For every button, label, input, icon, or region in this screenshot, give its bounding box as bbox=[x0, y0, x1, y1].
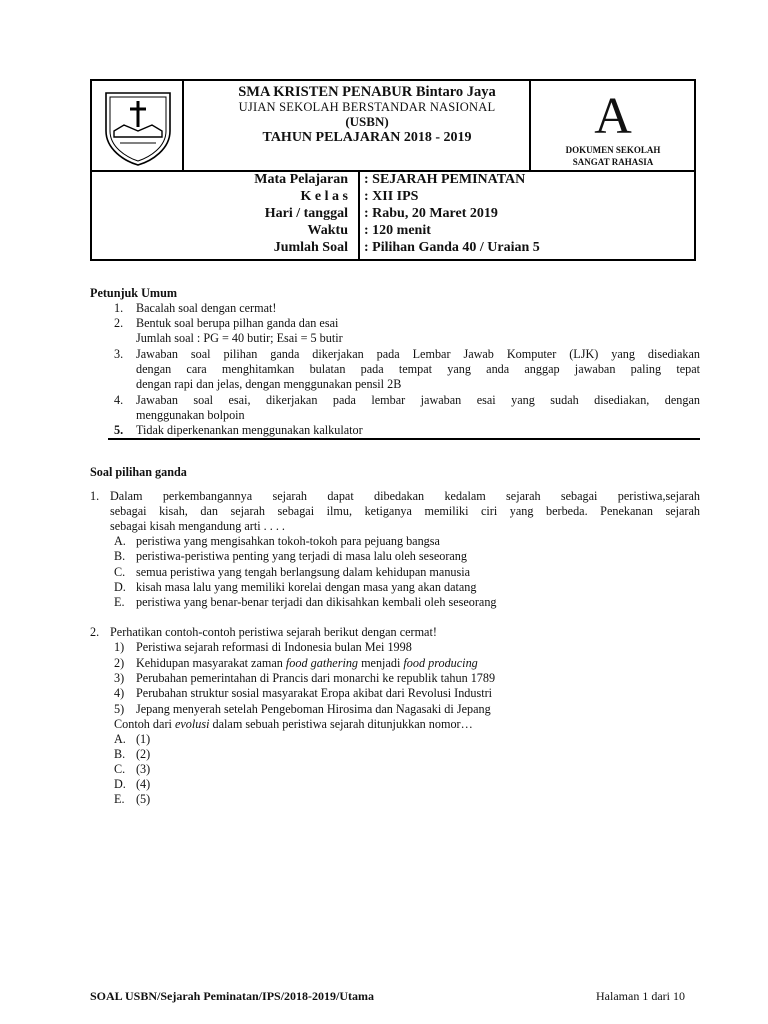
instruction-text: menggunakan bolpoin bbox=[136, 408, 245, 422]
page-number: Halaman 1 dari 10 bbox=[596, 989, 685, 1003]
option-text: kisah masa lalu yang memiliki korelai dengan masa yang akan datang bbox=[136, 580, 477, 594]
event-number: 2) bbox=[114, 656, 125, 670]
option-text: (3) bbox=[136, 762, 151, 776]
option-text: semua peristiwa yang tengah berlangsung dalam kehidupan manusia bbox=[136, 565, 471, 579]
instructions-title: Petunjuk Umum bbox=[90, 286, 178, 300]
prompt-term: evolusi bbox=[174, 717, 210, 731]
event-text: Jepang menyerah setelah Pengeboman Hirosima dan Nagasaki di Jepang bbox=[136, 702, 491, 716]
document-label: DOKUMEN SEKOLAH bbox=[565, 145, 661, 155]
class-value: : XII IPS bbox=[364, 189, 419, 204]
instruction-number: 1. bbox=[114, 301, 124, 315]
option-text: (1) bbox=[136, 732, 151, 746]
option-text: peristiwa-peristiwa penting yang terjadi di masa lalu oleh seseorang bbox=[136, 549, 467, 563]
event-number: 1) bbox=[114, 640, 125, 654]
event-text: Perubahan pemerintahan di Prancis dari monarchi ke republik tahun 1789 bbox=[136, 671, 496, 685]
footer-doc-id: SOAL USBN/Sejarah Peminatan/IPS/2018-2019/Utama bbox=[90, 989, 375, 1003]
logo-divider bbox=[182, 81, 184, 170]
option-key: E. bbox=[114, 595, 125, 609]
option-key: C. bbox=[114, 762, 126, 776]
event-term: food gathering bbox=[285, 656, 359, 670]
event-term: food producing bbox=[403, 656, 478, 670]
exam-abbreviation: (USBN) bbox=[345, 114, 389, 129]
event-text: Perubahan struktur sosial masyarakat Eropa akibat dari Revolusi Industri bbox=[136, 686, 493, 700]
exam-version: A bbox=[594, 88, 632, 145]
prompt-part: dalam sebuah peristiwa sejarah ditunjukkan nomor… bbox=[209, 717, 473, 731]
instruction-number: 2. bbox=[114, 316, 124, 330]
question-number: 1. bbox=[90, 489, 100, 503]
instruction-text: Tidak diperkenankan menggunakan kalkulator bbox=[136, 423, 363, 437]
instruction-text: dengan rapi dan jelas, dengan menggunakan pensil 2B bbox=[136, 377, 402, 391]
option-text: peristiwa yang benar-benar terjadi dan dikisahkan kembali oleh seseorang bbox=[136, 595, 497, 609]
option-text: (5) bbox=[136, 792, 151, 806]
event-number: 4) bbox=[114, 686, 125, 700]
time-label: Waktu bbox=[307, 223, 348, 238]
prompt-part: Contoh dari bbox=[114, 717, 175, 731]
subject-label: Mata Pelajaran bbox=[254, 172, 348, 187]
question-text: sebagai kisah, dan sejarah sebagai ilmu, ketiganya memiliki ciri yang berbeda. Penekanan sejarah bbox=[110, 504, 700, 518]
question-count-label: Jumlah Soal bbox=[273, 240, 348, 255]
section-title: Soal pilihan ganda bbox=[90, 465, 187, 479]
instructions-divider bbox=[108, 438, 700, 440]
option-key: A. bbox=[114, 732, 126, 746]
date-label: Hari / tanggal bbox=[264, 206, 348, 221]
option-key: D. bbox=[114, 580, 126, 594]
option-key: C. bbox=[114, 565, 126, 579]
option-key: B. bbox=[114, 549, 126, 563]
instruction-number: 3. bbox=[114, 347, 124, 361]
question-text: sebagai kisah mengandung arti . . . . bbox=[110, 519, 285, 533]
exam-header bbox=[90, 79, 696, 261]
option-key: A. bbox=[114, 534, 126, 548]
event-number: 3) bbox=[114, 671, 125, 685]
class-label: K e l a s bbox=[300, 189, 348, 204]
instruction-number: 5. bbox=[114, 423, 124, 437]
instruction-text: Bentuk soal berupa pilhan ganda dan esai bbox=[136, 316, 339, 330]
instruction-text: Jawaban soal pilihan ganda dikerjakan pada Lembar Jawab Komputer (LJK) yang disediakan bbox=[136, 347, 700, 361]
instruction-number: 4. bbox=[114, 393, 124, 407]
subject-value: : SEJARAH PEMINATAN bbox=[364, 172, 526, 187]
school-logo bbox=[100, 87, 176, 167]
exam-name: UJIAN SEKOLAH BERSTANDAR NASIONAL bbox=[238, 100, 496, 114]
event-text: Peristiwa sejarah reformasi di Indonesia bulan Mei 1998 bbox=[136, 640, 412, 654]
option-text: peristiwa yang mengisahkan tokoh-tokoh para pejuang bangsa bbox=[136, 534, 440, 548]
option-key: B. bbox=[114, 747, 126, 761]
instruction-text: dengan cara menghitamkan bulatan pada tempat yang anda anggap jawaban paling tepat bbox=[136, 362, 700, 376]
field-divider bbox=[358, 170, 360, 259]
question-text: Dalam perkembangannya sejarah dapat dibedakan kedalam sejarah sebagai peristiwa,sejarah bbox=[110, 489, 700, 503]
confidential-label: SANGAT RAHASIA bbox=[572, 157, 654, 167]
event-number: 5) bbox=[114, 702, 125, 716]
question-prompt bbox=[114, 717, 473, 733]
academic-year: TAHUN PELAJARAN 2018 - 2019 bbox=[262, 130, 472, 145]
event-text-part: Kehidupan masyarakat zaman bbox=[136, 656, 286, 670]
instruction-text: Bacalah soal dengan cermat! bbox=[136, 301, 277, 315]
option-text: (4) bbox=[136, 777, 151, 791]
question-number: 2. bbox=[90, 625, 100, 639]
school-name: SMA KRISTEN PENABUR Bintaro Jaya bbox=[238, 84, 496, 100]
time-value: : 120 menit bbox=[364, 223, 431, 238]
question-count-value: : Pilihan Ganda 40 / Uraian 5 bbox=[364, 240, 540, 255]
option-key: E. bbox=[114, 792, 125, 806]
event-text bbox=[136, 656, 478, 672]
question-text: Perhatikan contoh-contoh peristiwa sejarah berikut dengan cermat! bbox=[110, 625, 437, 639]
option-key: D. bbox=[114, 777, 126, 791]
date-value: : Rabu, 20 Maret 2019 bbox=[364, 206, 498, 221]
instruction-text: Jawaban soal esai, dikerjakan pada lembar jawaban esai yang sudah disediakan, dengan bbox=[136, 393, 700, 407]
option-text: (2) bbox=[136, 747, 151, 761]
instruction-text: Jumlah soal : PG = 40 butir; Esai = 5 butir bbox=[136, 331, 343, 345]
event-text-part: menjadi bbox=[358, 656, 404, 670]
